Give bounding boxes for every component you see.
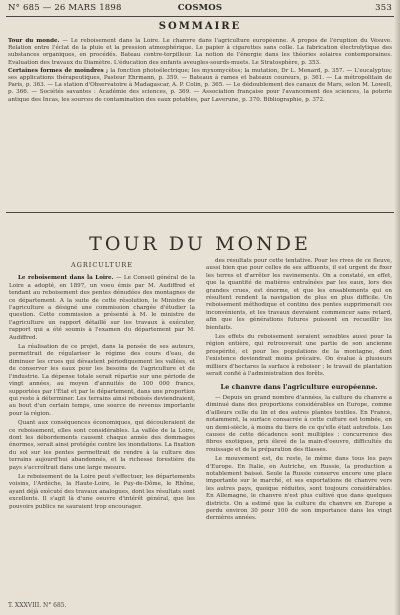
article-subheading: Le chanvre dans l'agriculture européenne. xyxy=(220,382,378,391)
issue-number: N° 685 — 26 MARS 1898 xyxy=(8,3,122,13)
running-header xyxy=(6,3,394,17)
article-paragraph: Quant aux conséquences économiques, qui découleraient de ce reboisement, elles sont considérables. La vallée de la Loire, dont les débordements causent chaque année des dommages énormes, serait ainsi protégée contre les inondations. La fixation du sol sur les pentes permettrait de rendre à la culture des terrains aujourd'hui abandonnés, et la richesse forestière du pays s'accroîtrait dans une large mesure. xyxy=(9,420,195,471)
summary-lead: Tour du monde. xyxy=(8,38,60,44)
summary-paragraph xyxy=(8,68,392,104)
summary-block xyxy=(8,38,392,206)
right-column xyxy=(206,258,392,593)
journal-name: COSMOS xyxy=(177,3,223,13)
article-paragraph: Le mouvement est, du reste, le même dans tous les pays d'Europe. En Italie, en Autriche, en Russie, la production a notablement baissé. Seule la Russie conserve encore une place importante sur le marché, et ses exportations de chanvre vers les autres pays, quoique réduites, sont toujours considérables. En Allemagne, le chanvre n'est plus cultivé que dans quelques districts. On a estimé que la culture du chanvre en Europe a perdu environ 30 pour 100 de son importance dans les vingt dernières années. xyxy=(206,456,392,522)
summary-heading: SOMMAIRE xyxy=(158,21,242,32)
summary-text: la fonction photoélectrique; les myxomycètes; la mutation, Dr L. Menard, p. 357. — L'eucalyptus; ses applications thérapeutiques, Pasteur Ehrmann, p. 359. — Bateaux à rames et bateaux coureurs, p. 361. — La métropolitain de Paris, p. 363. — La station d'Observatoire à Madagascar, A. P. Colin, p. 365. — Le dédoublement des canaux de Mars, selon M. Lowell, p. 366. — Sociétés savantes : Académie des sciences, p. 369. — Association française pour l'avancement des sciences, la poterie antique des Incas, les sources de contamination des eaux potables, par Laverune, p. 370. Bibliographie, p. 372. xyxy=(8,67,392,103)
summary-rule xyxy=(6,212,394,213)
article-paragraph: des résultats pour cette tentative. Pour les rives de ce fleuve, aussi bien que pour celles de ses affluents, il est urgent de fixer les terres et d'arrêter les ravinements. On a constaté, en effet, que la quantité de matières entraînées par les eaux, lors des grandes crues, est énorme, et que les ensablements qui en résultent rendent la navigation de plus en plus difficile. Un reboisement méthodique et continu des pentes supprimerait ces inconvénients, et les travaux devraient commencer sans retard, afin que les générations futures puissent en recueillir les bienfaits. xyxy=(206,258,392,331)
article-title: Le reboisement dans la Loire. xyxy=(18,275,114,282)
article-paragraph: Les effets du reboisement seraient sensibles aussi pour la région entière, qui retrouverait une partie de son ancienne prospérité, et pour les populations de la montagne, dont l'existence deviendrait moins précaire. On évalue à plusieurs milliers d'hectares la surface à reboiser ; le travail de plantation serait confié à l'administration des forêts. xyxy=(206,334,392,378)
summary-paragraph xyxy=(8,38,392,67)
article-paragraph: Le reboisement de la Loire peut s'effectuer, les départements voisins, l'Ardèche, la Haute-Loire, le Puy-de-Dôme, le Rhône, ayant déjà exécuté des travaux analogues, dont les résultats sont excellents. Il s'agit là d'une oeuvre d'intérêt général, que les pouvoirs publics ne sauraient trop encourager. xyxy=(9,473,195,510)
article-text: — Le Conseil général de la Loire a adopté, en 1897, un voeu émis par M. Audiffred et tendant au reboisement des pentes dénudées des montagnes de ce département. A la suite de cette résolution, le Ministre de l'agriculture a désigné une commission chargée d'étudier la question. Cette commission a présenté à M. le ministre de l'agriculture un rapport détaillé sur les travaux à exécuter, rapport qui a été soumis à l'examen du département par M. Audiffred. xyxy=(9,275,195,341)
left-column xyxy=(9,258,195,593)
header-rule xyxy=(6,16,394,17)
column-heading: AGRICULTURE xyxy=(70,261,134,269)
article-paragraph: — Depuis un grand nombre d'années, la culture du chanvre a diminué dans des proportions considérables en Europe, comme d'ailleurs celle du lin et des autres plantes textiles. En France, notamment, la surface consacrée à cette culture est tombée, en un demi-siècle, à moins du tiers de ce qu'elle était autrefois. Les causes de cette décadence sont multiples : concurrence des fibres exotiques, prix élevé de la main-d'oeuvre, difficultés du rouissage et de la préparation des filasses. xyxy=(206,394,392,453)
summary-text: — Le reboisement dans la Loire. Le chanvre dans l'agriculture européenne. A propos de l'éruption du Vésuve. Relation entre l'éclat de la pluie et la pression atmosphérique. Le papier à cigarettes sans colle. La fabrication électrolytique des substances organiques, en procédés. Bateau contre-torpilleur. La notion de l'énergie dans les théories solaires contemporaines. Evaluation des travaux du Diamètre. L'éducation des enfants aveugles-sourds-muets. Le Stratosphère, p. 353. xyxy=(8,38,392,66)
volume-footer: T. XXXVIII. N° 685. xyxy=(8,602,67,609)
summary-lead: Certaines formes de moindres ; xyxy=(8,67,109,74)
page-edge-shadow xyxy=(394,0,400,615)
section-title: TOUR DU MONDE xyxy=(89,233,311,255)
page-number: 353 xyxy=(375,3,392,13)
article-paragraph xyxy=(9,275,195,342)
article-paragraph: La réalisation de ce projet, dans la pensée de ses auteurs, permettrait de régulariser le régime des cours d'eau, de diminuer les crues qui dévastent périodiquement les vallées, et de conserver les eaux pour les besoins de l'agriculture et de l'industrie. La dépense totale serait répartie sur une période de vingt années, au moyen d'annuités de 100 000 francs, supportées par l'État et par le département, dans une proportion qui reste à déterminer. Les terrains ainsi reboisés deviendraient, au bout d'un certain temps, une source de revenus importante pour la région. xyxy=(9,344,195,417)
